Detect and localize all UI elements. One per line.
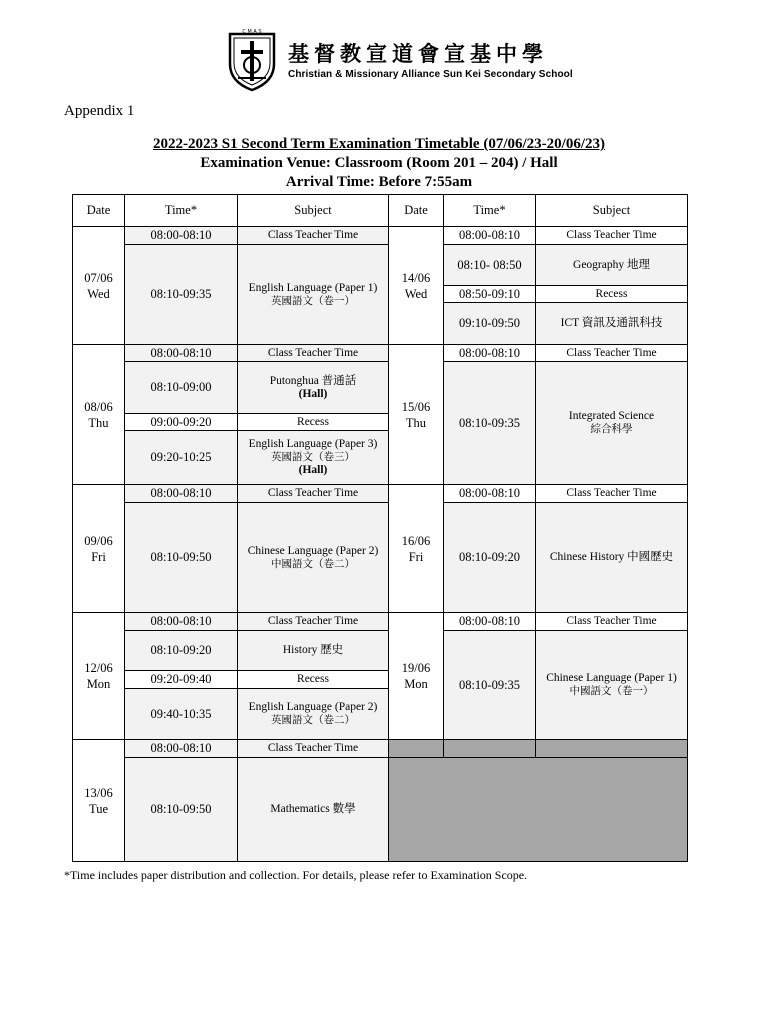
subject-cell: Mathematics 數學 xyxy=(238,758,389,862)
date-cell: 13/06 Tue xyxy=(73,740,125,862)
time-cell: 08:50-09:10 xyxy=(444,286,536,303)
header-date: Date xyxy=(73,195,125,227)
subject-cell: ICT 資訊及通訊科技 xyxy=(536,303,688,345)
subject-cell: Class Teacher Time xyxy=(536,227,688,245)
date-cell: 12/06 Mon xyxy=(73,613,125,740)
time-cell: 09:20-10:25 xyxy=(125,431,238,485)
date-cell: 19/06 Mon xyxy=(389,613,444,740)
time-cell: 08:00-08:10 xyxy=(125,740,238,758)
table-row xyxy=(73,503,688,613)
time-cell: 09:20-09:40 xyxy=(125,671,238,689)
header-date: Date xyxy=(389,195,444,227)
time-cell: 08:10-09:35 xyxy=(125,245,238,345)
subject-cell: Chinese History 中國歷史 xyxy=(536,503,688,613)
subject-cell: English Language (Paper 3) 英國語文（卷三） (Hall) xyxy=(238,431,389,485)
date-cell: 07/06 Wed xyxy=(73,227,125,345)
empty-cell xyxy=(389,758,688,862)
school-name-zh: 基督教宣道會宣基中學 xyxy=(288,42,548,66)
school-header xyxy=(222,28,572,94)
subject-cell: Putonghua 普通話 (Hall) xyxy=(238,362,389,414)
subject-cell: English Language (Paper 2) 英國語文（卷二） xyxy=(238,689,389,740)
svg-text:C M A S: C M A S xyxy=(242,29,262,35)
time-cell: 08:10-09:50 xyxy=(125,758,238,862)
time-cell: 08:00-08:10 xyxy=(444,227,536,245)
header-subject: Subject xyxy=(238,195,389,227)
empty-cell xyxy=(536,740,688,758)
table-row xyxy=(73,345,688,362)
date-cell: 14/06 Wed xyxy=(389,227,444,345)
timetable-table xyxy=(72,194,688,862)
table-row xyxy=(73,631,688,671)
subject-cell: Class Teacher Time xyxy=(238,740,389,758)
table-row xyxy=(73,485,688,503)
time-cell: 08:00-08:10 xyxy=(444,613,536,631)
time-cell: 09:10-09:50 xyxy=(444,303,536,345)
table-row xyxy=(73,245,688,286)
subject-cell: Class Teacher Time xyxy=(238,345,389,362)
exam-venue: Examination Venue: Classroom (Room 201 – 204) / Hall xyxy=(200,155,558,171)
time-cell: 08:10- 08:50 xyxy=(444,245,536,286)
subject-cell: Class Teacher Time xyxy=(536,613,688,631)
time-cell: 08:10-09:20 xyxy=(125,631,238,671)
table-row xyxy=(73,758,688,862)
time-cell: 08:00-08:10 xyxy=(125,613,238,631)
subject-cell: Geography 地理 xyxy=(536,245,688,286)
table-header-row xyxy=(73,195,688,227)
footnote: *Time includes paper distribution and collection. For details, please refer to Examination Scope. xyxy=(64,868,528,882)
time-cell: 08:00-08:10 xyxy=(444,345,536,362)
empty-cell xyxy=(444,740,536,758)
table-row xyxy=(73,227,688,245)
time-cell: 08:10-09:20 xyxy=(444,503,536,613)
time-cell: 09:00-09:20 xyxy=(125,414,238,431)
subject-cell: Chinese Language (Paper 1) 中國語文（卷一） xyxy=(536,631,688,740)
subject-cell: History 歷史 xyxy=(238,631,389,671)
timetable-titles xyxy=(64,135,694,192)
subject-cell: Recess xyxy=(238,414,389,431)
table-row xyxy=(73,362,688,414)
table-row xyxy=(73,740,688,758)
subject-cell: Class Teacher Time xyxy=(238,485,389,503)
date-cell: 08/06 Thu xyxy=(73,345,125,485)
subject-cell: Integrated Science 綜合科學 xyxy=(536,362,688,485)
subject-cell: Recess xyxy=(536,286,688,303)
header-time: Time* xyxy=(125,195,238,227)
school-crest-icon xyxy=(222,28,282,94)
header-time: Time* xyxy=(444,195,536,227)
subject-cell: Chinese Language (Paper 2) 中國語文（卷二） xyxy=(238,503,389,613)
time-cell: 08:10-09:00 xyxy=(125,362,238,414)
date-cell: 09/06 Fri xyxy=(73,485,125,613)
arrival-time: Arrival Time: Before 7:55am xyxy=(285,174,473,190)
subject-cell: Class Teacher Time xyxy=(536,485,688,503)
time-cell: 08:00-08:10 xyxy=(125,345,238,362)
time-cell: 08:00-08:10 xyxy=(125,227,238,245)
date-cell: 15/06 Thu xyxy=(389,345,444,485)
subject-cell: Recess xyxy=(238,671,389,689)
school-name-en: Christian & Missionary Alliance Sun Kei Secondary School xyxy=(288,69,573,80)
time-cell: 08:00-08:10 xyxy=(444,485,536,503)
subject-cell: Class Teacher Time xyxy=(536,345,688,362)
header-subject: Subject xyxy=(536,195,688,227)
time-cell: 09:40-10:35 xyxy=(125,689,238,740)
time-cell: 08:10-09:35 xyxy=(444,631,536,740)
subject-cell: English Language (Paper 1) 英國語文（卷一） xyxy=(238,245,389,345)
timetable-title: 2022-2023 S1 Second Term Examination Timetable (07/06/23-20/06/23) xyxy=(153,136,605,152)
subject-cell: Class Teacher Time xyxy=(238,613,389,631)
time-cell: 08:10-09:50 xyxy=(125,503,238,613)
subject-cell: Class Teacher Time xyxy=(238,227,389,245)
empty-cell xyxy=(389,740,444,758)
appendix-label: Appendix 1 xyxy=(64,103,135,119)
table-row xyxy=(73,613,688,631)
date-cell: 16/06 Fri xyxy=(389,485,444,613)
time-cell: 08:00-08:10 xyxy=(125,485,238,503)
time-cell: 08:10-09:35 xyxy=(444,362,536,485)
